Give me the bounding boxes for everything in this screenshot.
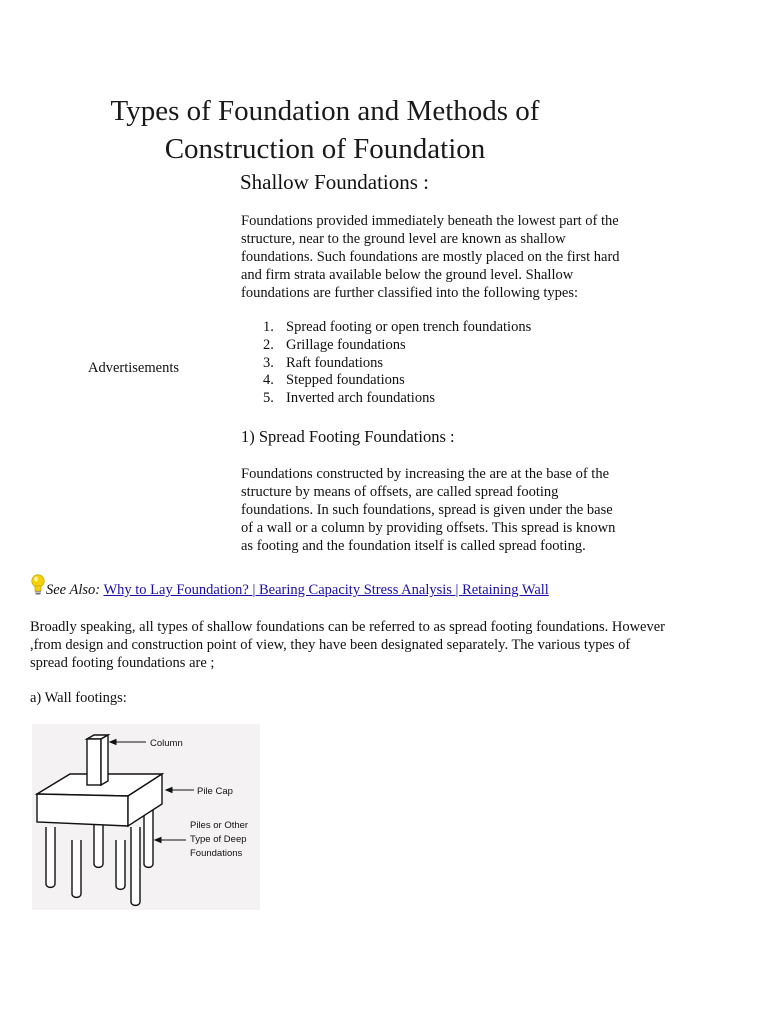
diagram-label-piles: Type of Deep xyxy=(190,834,247,845)
wall-footings-label: a) Wall footings: xyxy=(30,690,127,706)
page-title-line-2: Construction of Foundation xyxy=(164,133,486,165)
link-separator[interactable]: | xyxy=(252,582,260,598)
diagram-label-pile-cap: Pile Cap xyxy=(197,786,233,797)
link-retaining-wall[interactable]: Retaining Wall xyxy=(462,582,549,598)
intro-paragraph: Foundations provided immediately beneath the lowest part of the structure, near to the ground level are known as shallow foundations. Such foundations are mostly placed on the first hard and firm strata available below the ground level. Shallow foundations are further classified into the following types: xyxy=(241,213,620,301)
diagram-label-piles: Piles or Other xyxy=(190,820,249,831)
link-bearing-capacity[interactable]: Bearing Capacity Stress Analysis xyxy=(259,582,456,598)
section-heading: Shallow Foundations : xyxy=(240,170,430,194)
advertisements-label: Advertisements xyxy=(88,360,180,376)
spread-footing-paragraph: Foundations constructed by increasing the are at the base of the structure by means of offsets, are called spread footing foundations. In such foundations, spread is given under the base of a wall or a column by providing offsets. This spread is known as footing and the foundation itself is called spread footing. xyxy=(241,466,616,554)
list-item: 2. Grillage foundations xyxy=(263,336,406,353)
pile-foundation-diagram xyxy=(32,724,260,910)
foundation-types-list xyxy=(241,319,641,408)
page-title xyxy=(60,92,590,168)
list-item: 4. Stepped foundations xyxy=(263,372,405,389)
see-also-bar xyxy=(30,572,549,610)
lightbulb-icon xyxy=(30,574,46,610)
link-separator[interactable]: | xyxy=(455,582,463,598)
list-item: 1. Spread footing or open trench foundations xyxy=(263,319,532,335)
diagram-label-piles: Foundations xyxy=(190,848,243,859)
list-item: 5. Inverted arch foundations xyxy=(263,390,435,407)
page-title-line-1: Types of Foundation and Methods of xyxy=(110,95,540,127)
spread-footing-subheading: 1) Spread Footing Foundations : xyxy=(241,427,455,446)
link-why-lay-foundation[interactable]: Why to Lay Foundation? xyxy=(103,582,253,598)
see-also-label: See Also: xyxy=(46,582,101,598)
list-item: 3. Raft foundations xyxy=(263,354,384,371)
diagram-label-column: Column xyxy=(150,738,183,749)
broadly-paragraph: Broadly speaking, all types of shallow foundations can be referred to as spread footing foundations. However ,from design and construction point of view, they have been designated separately. The various types of spread footing foundations are ; xyxy=(30,619,666,671)
